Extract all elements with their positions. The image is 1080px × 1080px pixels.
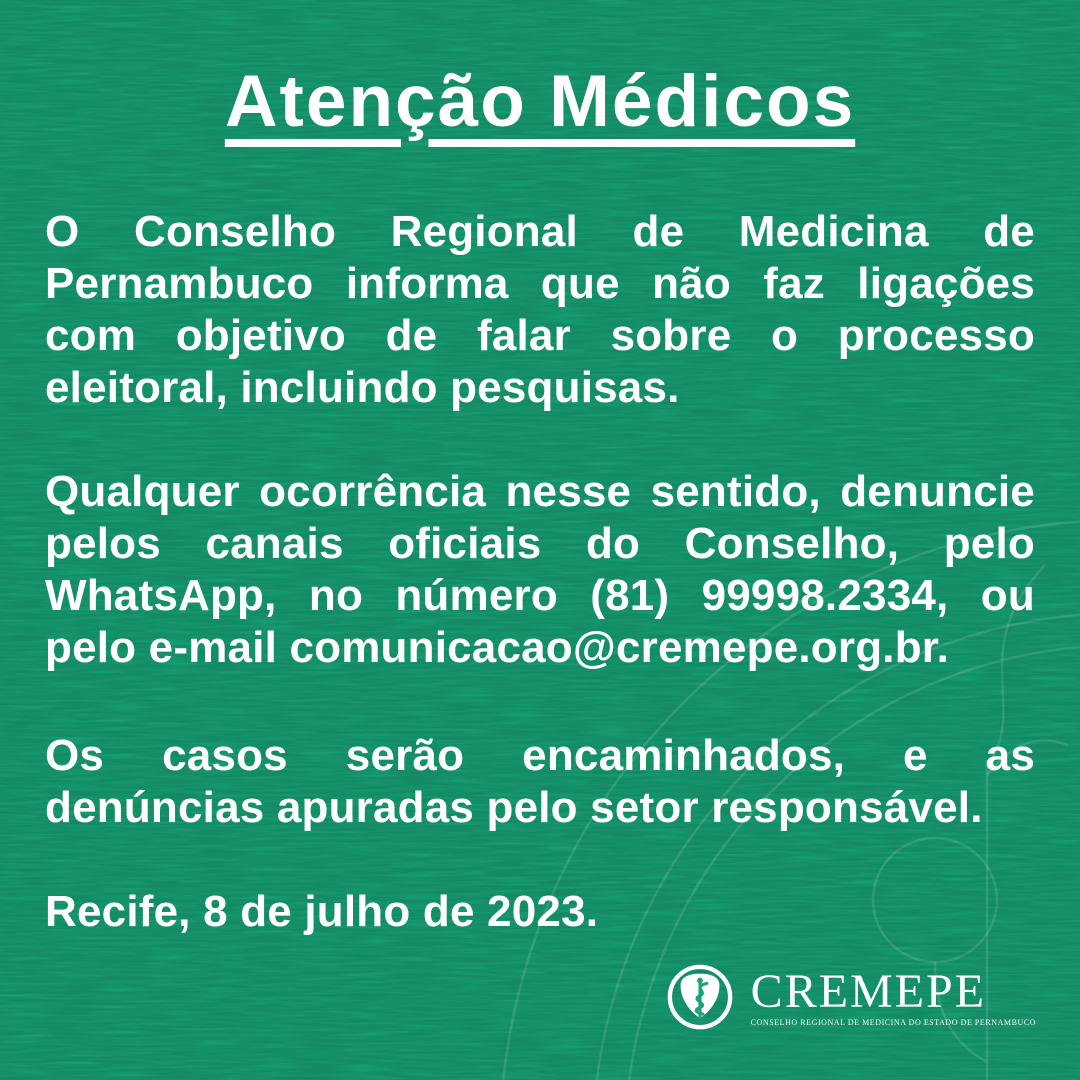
text-line: O Conselho Regional de Medicina de xyxy=(45,206,1035,256)
text-line: com objetivo de falar sobre o processo xyxy=(45,310,1035,360)
body-text xyxy=(45,206,1035,938)
text-line: pelo e-mail comunicacao@cremepe.org.br. xyxy=(45,622,950,672)
rod-of-asclepius-icon xyxy=(665,960,735,1036)
text-line: Qualquer ocorrência nesse sentido, denuncie xyxy=(45,466,1035,516)
cremepe-logo xyxy=(665,960,1036,1036)
page-title-text: Atenção Médicos xyxy=(224,61,856,142)
logo-acronym: CREMEPE xyxy=(750,965,987,1018)
poster-content xyxy=(45,0,1035,938)
text-line: denúncias apuradas pelo setor responsável. xyxy=(45,782,983,832)
text-line: Os casos serão encaminhados, e as xyxy=(45,730,1035,780)
text-line: WhatsApp, no número (81) 99998.2334, ou xyxy=(45,570,1035,620)
date-line: Recife, 8 de julho de 2023. xyxy=(45,886,599,936)
paragraph-3 xyxy=(45,730,1035,834)
text-line: Pernambuco informa que não faz ligações xyxy=(45,258,1035,308)
text-line: pelos canais oficiais do Conselho, pelo xyxy=(45,518,1035,568)
paragraph-2 xyxy=(45,466,1035,674)
paragraph-1 xyxy=(45,206,1035,414)
logo-text xyxy=(750,965,1036,1027)
text-line: eleitoral, incluindo pesquisas. xyxy=(45,362,680,412)
logo-tagline: CONSELHO REGIONAL DE MEDICINA DO ESTADO DE PERNAMBUCO xyxy=(750,1018,1036,1027)
page-title xyxy=(45,58,1035,146)
